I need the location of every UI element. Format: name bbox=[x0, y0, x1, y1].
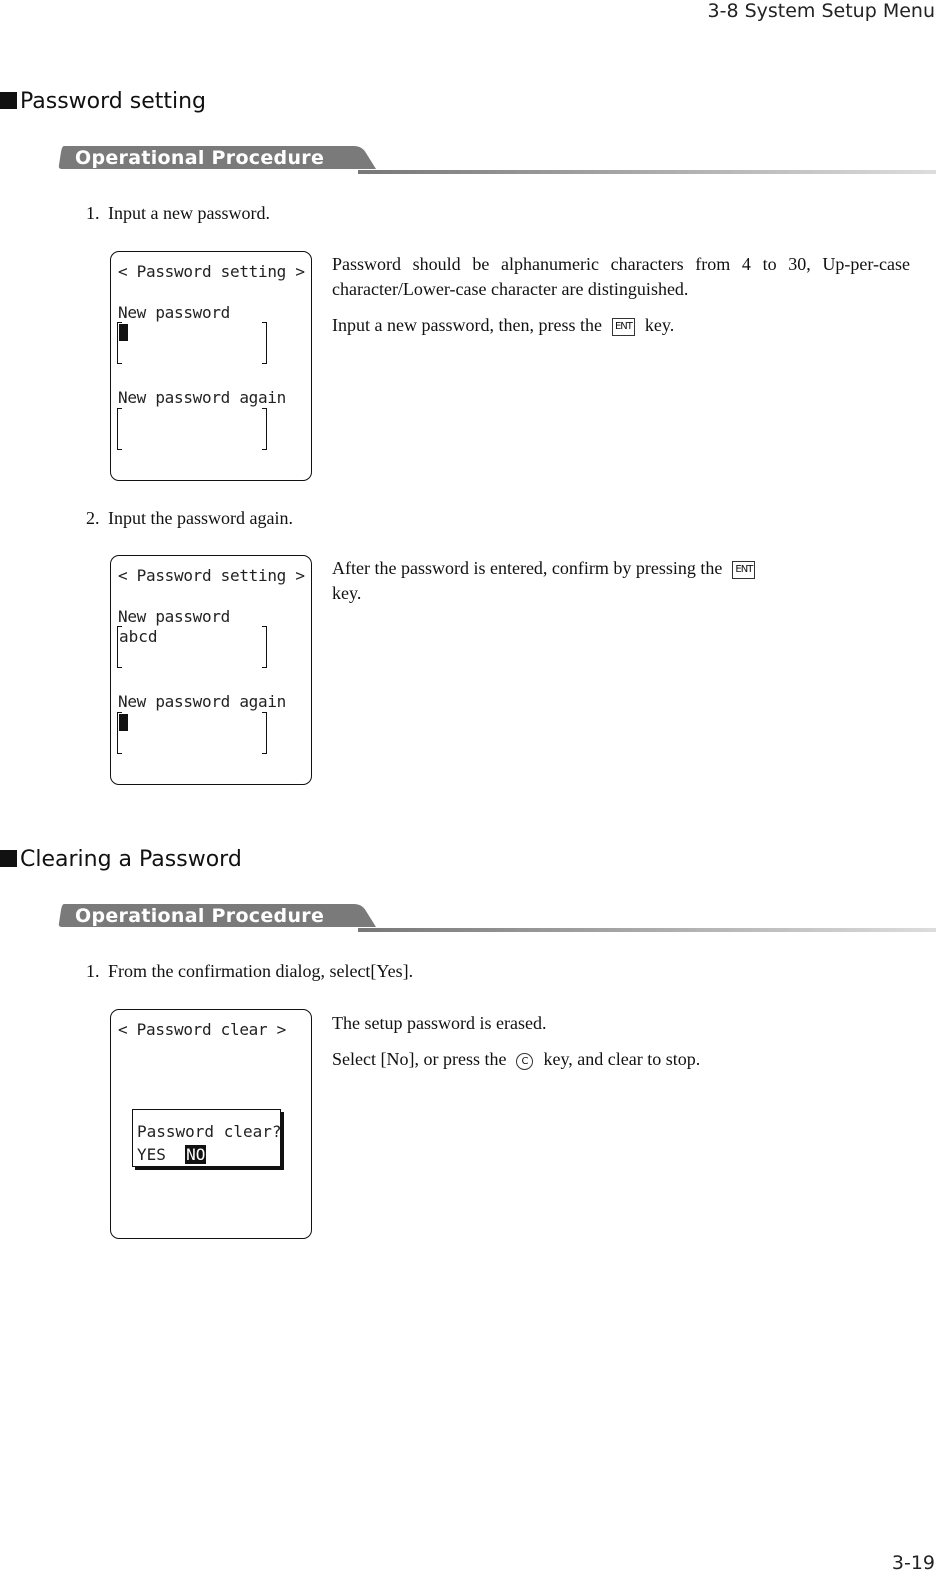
operational-procedure-label: Operational Procedure bbox=[75, 905, 325, 927]
no-option[interactable]: NO bbox=[186, 1145, 206, 1164]
section-heading-password-setting bbox=[0, 89, 206, 114]
c-key-icon: C bbox=[516, 1053, 533, 1070]
device-screen-password-clear bbox=[110, 1009, 312, 1239]
dialog-options bbox=[137, 1145, 206, 1164]
device-screen-new-password bbox=[110, 251, 312, 481]
square-bullet-icon bbox=[0, 850, 17, 867]
step-number: 2. bbox=[86, 508, 100, 528]
screen-title: < Password clear > bbox=[118, 1020, 286, 1039]
enter-instruction bbox=[332, 313, 910, 338]
yes-option[interactable]: YES bbox=[137, 1145, 166, 1164]
text-cursor bbox=[119, 714, 128, 731]
instruction-text-after: key. bbox=[644, 315, 675, 335]
new-password-field[interactable] bbox=[117, 626, 267, 666]
new-password-again-field[interactable] bbox=[117, 408, 267, 448]
confirmation-dialog bbox=[132, 1109, 281, 1167]
new-password-field[interactable] bbox=[117, 322, 267, 362]
new-password-again-label: New password again bbox=[118, 388, 286, 407]
step-1-description bbox=[332, 252, 910, 349]
dialog-question: Password clear? bbox=[137, 1122, 282, 1141]
new-password-again-field[interactable] bbox=[117, 712, 267, 752]
operational-procedure-label: Operational Procedure bbox=[75, 147, 325, 169]
ent-key-icon: ENT bbox=[612, 318, 635, 336]
clear-step-1-description bbox=[332, 1011, 910, 1083]
chapter-header: 3-8 System Setup Menu bbox=[707, 0, 935, 22]
section-heading-text: Clearing a Password bbox=[20, 847, 242, 872]
step-text: From the confirmation dialog, select[Yes]. bbox=[108, 961, 414, 981]
operational-procedure-banner bbox=[58, 145, 936, 177]
section-heading-clearing-password bbox=[0, 847, 242, 872]
step-text: Input the password again. bbox=[108, 508, 293, 528]
new-password-label: New password bbox=[118, 303, 230, 322]
screen-title: < Password setting > bbox=[118, 566, 305, 585]
device-screen-password-again bbox=[110, 555, 312, 785]
new-password-label: New password bbox=[118, 607, 230, 626]
ent-key-icon: ENT bbox=[732, 561, 755, 579]
new-password-again-label: New password again bbox=[118, 692, 286, 711]
instruction-text-before: After the password is entered, confirm by pressing the bbox=[332, 558, 723, 578]
instruction-text-after: key, and clear to stop. bbox=[543, 1049, 701, 1069]
section-heading-text: Password setting bbox=[20, 89, 207, 114]
text-cursor bbox=[119, 324, 128, 341]
step-number: 1. bbox=[86, 961, 100, 981]
step-number: 1. bbox=[86, 203, 100, 223]
page-number: 3-19 bbox=[891, 1552, 935, 1574]
password-rules-text: Password should be alphanumeric characters from 4 to 30, Up-per-case character/Lower-case character are distinguished. bbox=[332, 254, 910, 299]
confirm-instruction bbox=[332, 556, 832, 606]
new-password-value: abcd bbox=[119, 627, 158, 646]
square-bullet-icon bbox=[0, 92, 17, 109]
cancel-instruction bbox=[332, 1047, 910, 1072]
operational-procedure-banner bbox=[58, 903, 936, 935]
instruction-text-before: Select [No], or press the bbox=[332, 1049, 507, 1069]
screen-title: < Password setting > bbox=[118, 262, 305, 281]
erase-text: The setup password is erased. bbox=[332, 1013, 547, 1033]
step-2-description bbox=[332, 556, 832, 617]
step-2-instruction bbox=[86, 508, 293, 529]
instruction-text-after: key. bbox=[332, 583, 362, 603]
step-text: Input a new password. bbox=[108, 203, 270, 223]
clear-step-1-instruction bbox=[86, 961, 413, 982]
step-1-instruction bbox=[86, 203, 270, 224]
instruction-text-before: Input a new password, then, press the bbox=[332, 315, 602, 335]
